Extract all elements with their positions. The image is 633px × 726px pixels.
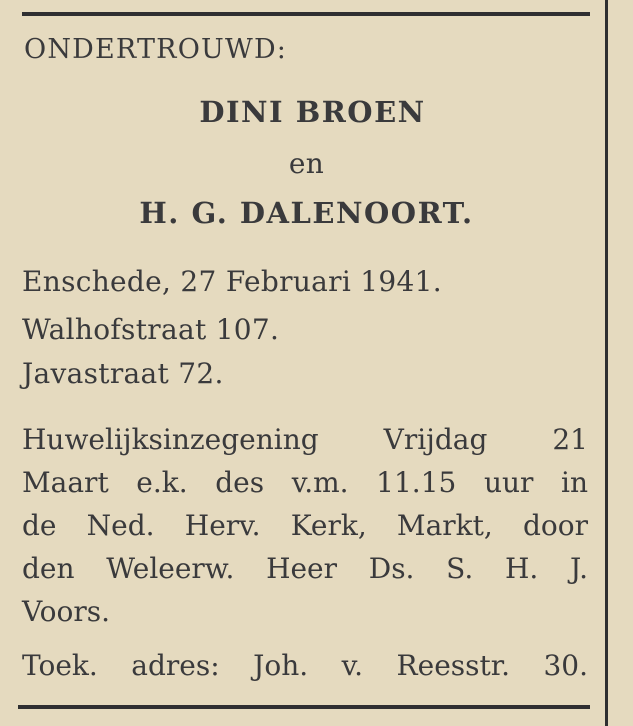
bottom-rule bbox=[18, 705, 590, 709]
ceremony-line: Maart e.k. des v.m. 11.15 uur in bbox=[22, 466, 588, 499]
ceremony-line: de Ned. Herv. Kerk, Markt, door bbox=[22, 509, 588, 542]
conjunction-text: en bbox=[288, 147, 325, 180]
ceremony-line: den Weleerw. Heer Ds. S. H. J. bbox=[22, 552, 588, 585]
bride-name: DINI BROEN bbox=[199, 95, 426, 129]
future-address-block bbox=[22, 644, 588, 687]
top-rule bbox=[22, 12, 590, 16]
future-address: Toek. adres: Joh. v. Reesstr. 30. bbox=[22, 649, 588, 682]
address-line-2: Javastraat 72. bbox=[22, 357, 224, 390]
ceremony-line: Voors. bbox=[22, 595, 111, 628]
announcement-heading: ONDERTROUWD: bbox=[24, 34, 288, 65]
address-line-1: Walhofstraat 107. bbox=[22, 313, 280, 346]
place-date: Enschede, 27 Februari 1941. bbox=[22, 265, 442, 298]
ceremony-line: Huwelijksinzegening Vrijdag 21 bbox=[22, 423, 588, 456]
ceremony-paragraph bbox=[22, 418, 588, 633]
groom-name: H. G. DALENOORT. bbox=[139, 196, 474, 230]
